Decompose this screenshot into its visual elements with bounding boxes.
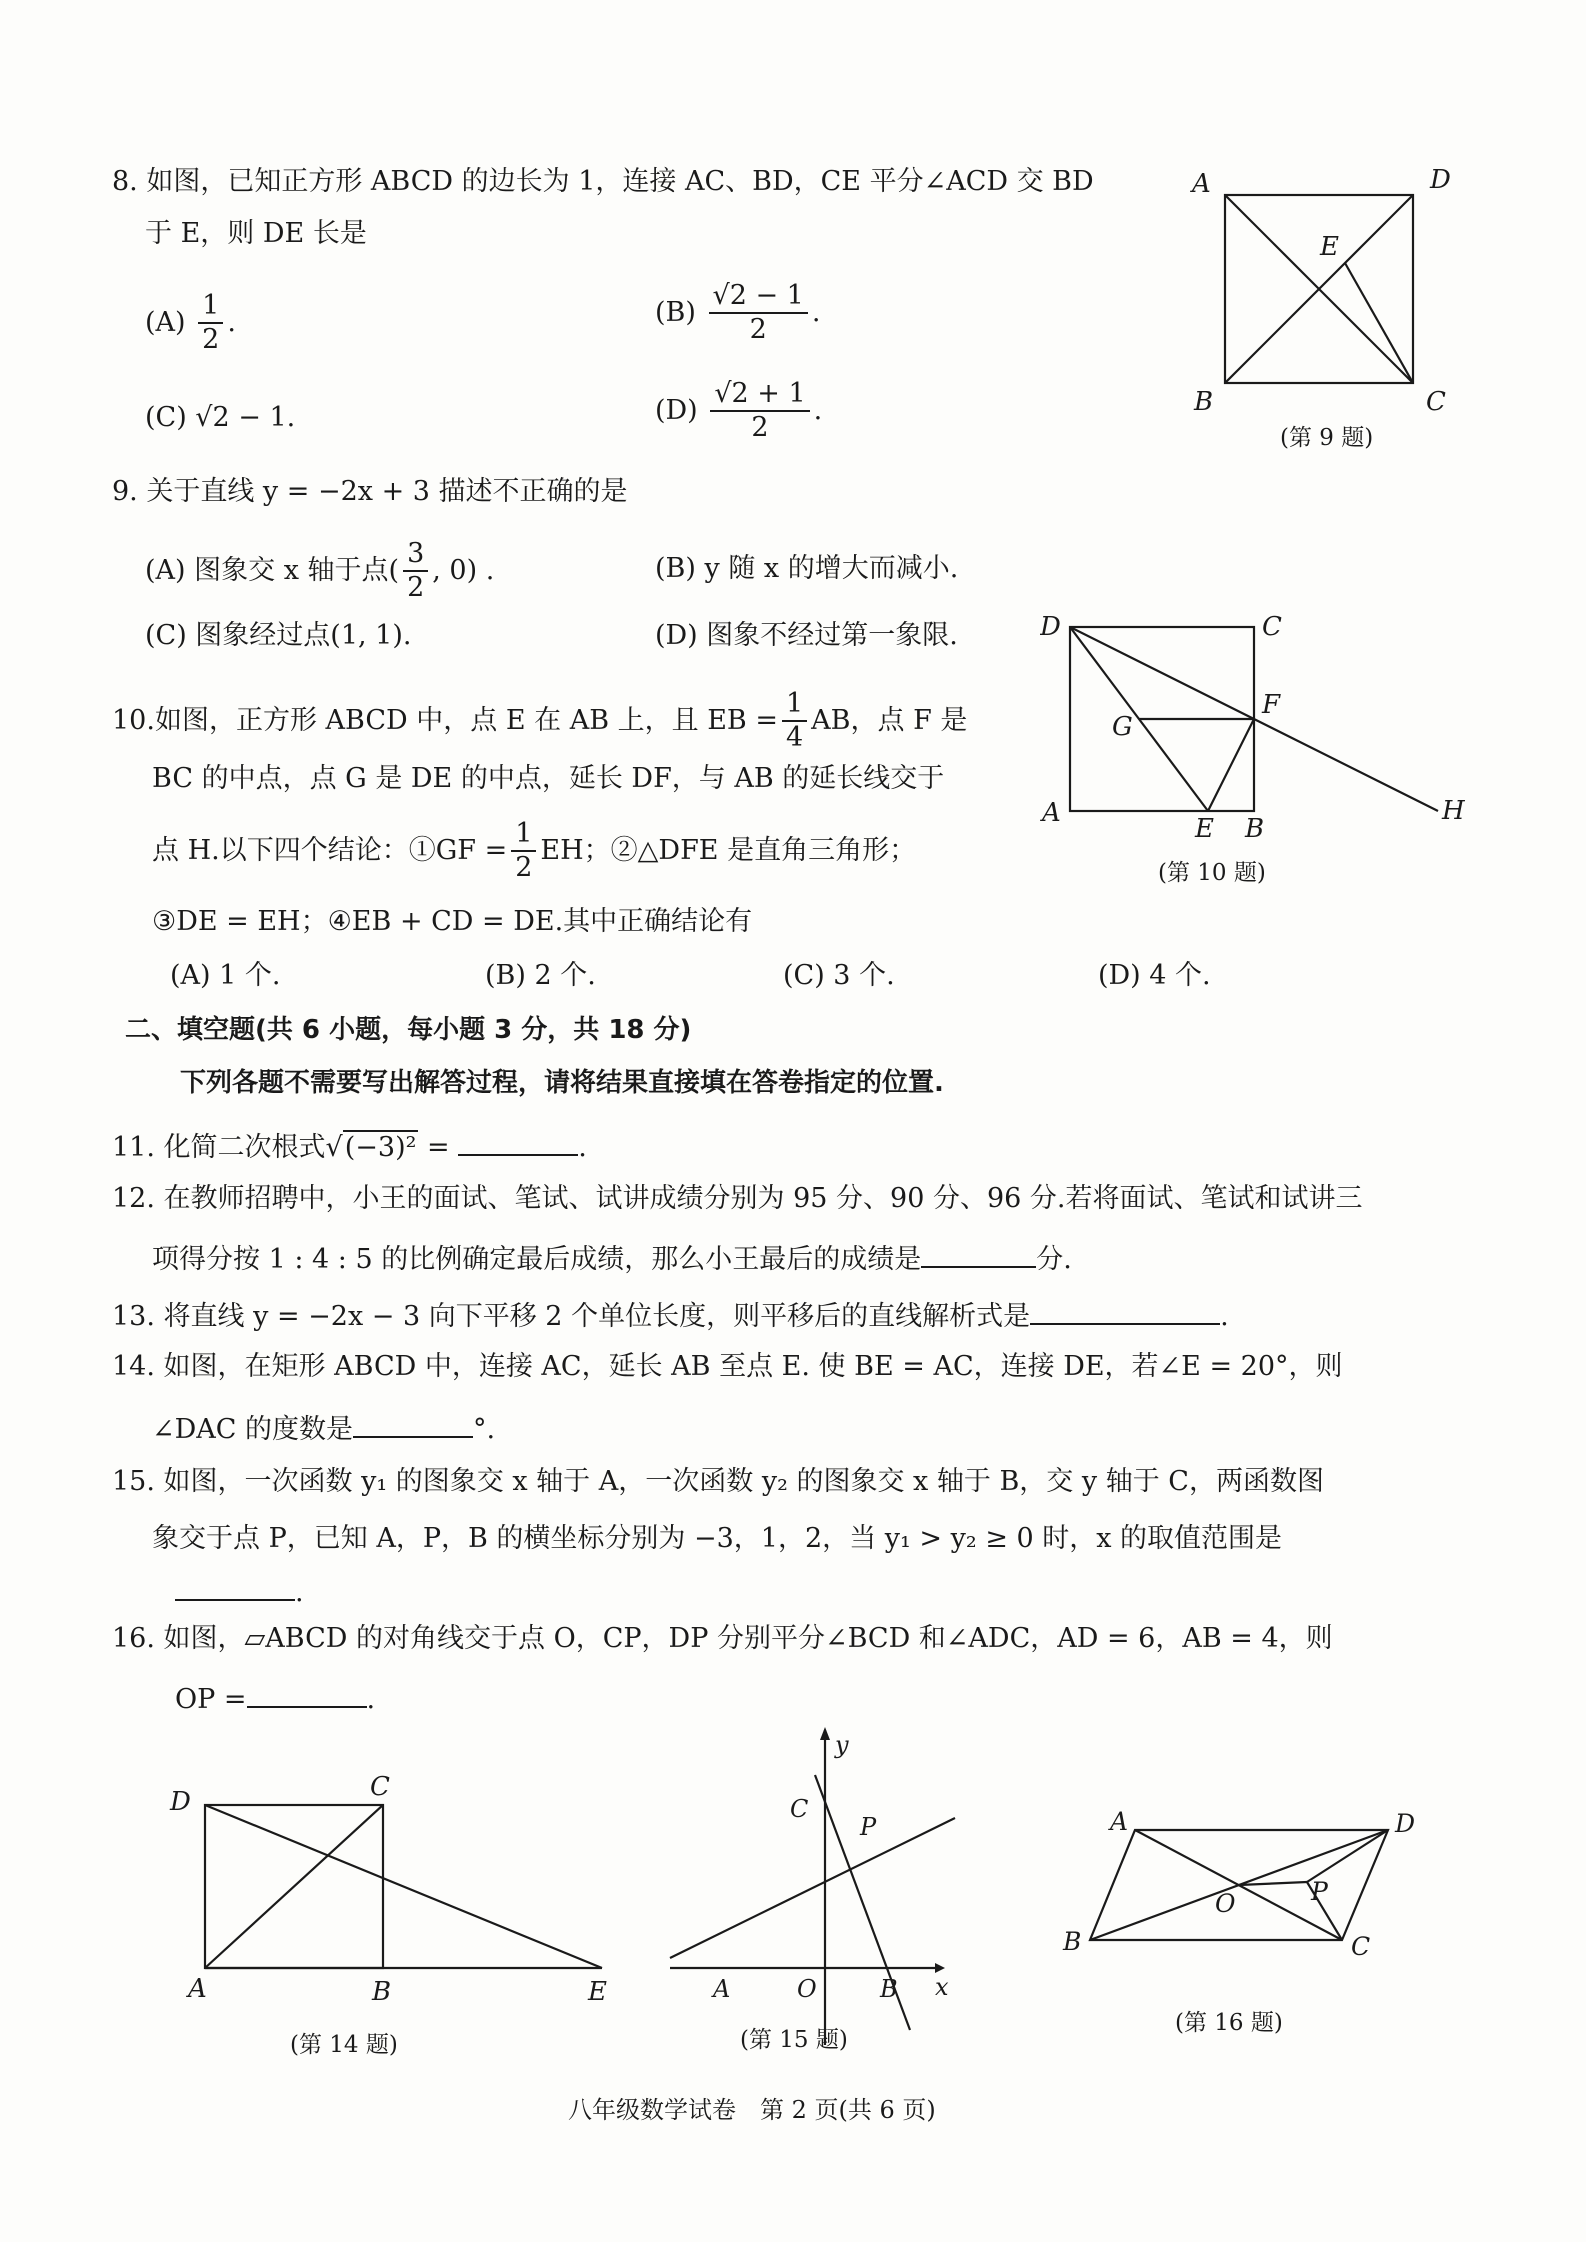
q9-a-den: 2 [407,572,425,604]
q10-line-1 [112,690,967,753]
q11-post: = [418,1132,450,1163]
q8-line-2: 于 E，则 DE 长是 [145,218,367,249]
q11-pre: 11. 化简二次根式 [112,1132,326,1163]
q14-line-2 [152,1410,495,1443]
q8-a-den: 2 [202,324,220,356]
q8-d-num: √2 + 1 [710,380,809,412]
q9-option-d: (D) 图象不经过第一象限. [655,620,958,651]
q10-option-d: (D) 4 个. [1098,960,1211,991]
fig14-label-d: D [170,1787,191,1817]
q11-radicand: (−3)² [344,1132,417,1163]
q15-answer-blank[interactable] [175,1573,295,1601]
figure-14 [160,1765,630,2060]
section-2-title: 二、填空题(共 6 小题，每小题 3 分，共 18 分) [125,1015,692,1045]
fig10-label-f: F [1262,690,1281,720]
q10-l3-post: EH；②△DFE 是直角三角形； [540,834,917,866]
fig10-label-c: C [1262,612,1282,642]
fig14-caption: (第 14 题) [290,2032,398,2058]
q13-pre: 13. 将直线 y = −2x − 3 向下平移 2 个单位长度，则平移后的直线解析式是 [112,1301,1031,1332]
fig15-label-a: A [713,1975,731,2003]
fig10-label-h: H [1442,796,1465,826]
q8-option-c: (C) √2 − 1. [145,402,296,433]
q13-answer-blank[interactable] [1030,1297,1220,1325]
q16-l2-pre: OP = [175,1684,247,1715]
q8-line-1: 8. 如图，已知正方形 ABCD 的边长为 1，连接 AC、BD，CE 平分∠ACD 交 BD [112,166,1094,197]
q15-line-3 [175,1573,304,1606]
q14-answer-blank[interactable] [353,1410,473,1438]
q9-option-a [145,540,494,603]
q8-d-prefix: (D) [655,394,698,426]
fig16-label-o: O [1215,1889,1236,1918]
q11-line [112,1128,587,1161]
q10-line-2: BC 的中点，点 G 是 DE 的中点，延长 DF，与 AB 的延长线交于 [152,763,945,794]
fig9-caption: (第 9 题) [1280,425,1374,451]
q8-b-num: √2 − 1 [709,282,808,314]
q10-l3-fraction [511,820,536,883]
q16-line-1: 16. 如图，▱ABCD 的对角线交于点 O，CP，DP 分别平分∠BCD 和∠ADC，AD = 6，AB = 4，则 [112,1623,1333,1654]
q13-post: . [1220,1301,1229,1332]
q8-option-d [655,380,822,443]
q8-option-b [655,282,820,345]
q12-answer-blank[interactable] [921,1240,1036,1268]
q8-a-prefix: (A) [145,306,186,338]
fig9-label-b: B [1194,387,1214,417]
fig16-label-d: D [1395,1809,1416,1838]
q10-l3-num: 1 [511,820,536,852]
fig15-label-c: C [790,1795,809,1823]
fig10-label-b: B [1245,814,1265,844]
q8-a-num: 1 [198,292,223,324]
q8-b-end: . [811,296,821,328]
fig10-caption: (第 10 题) [1158,860,1266,886]
q10-l1-fraction [782,690,807,753]
q15-line-2: 象交于点 P，已知 A，P，B 的横坐标分别为 −3，1，2，当 y₁ > y₂ ≥ 0 时，x 的取值范围是 [152,1523,1283,1554]
q8-b-prefix: (B) [655,296,696,328]
q13-line [112,1297,1229,1330]
q10-option-a: (A) 1 个. [170,960,281,991]
q9-a-num: 3 [403,540,428,572]
fig9-label-d: D [1430,165,1451,195]
section-2-instruction: 下列各题不需要写出解答过程，请将结果直接填在答卷指定的位置. [180,1068,944,1098]
fig15-caption: (第 15 题) [740,2027,848,2053]
fig16-label-a: A [1110,1807,1129,1836]
q8-option-a [145,292,236,355]
fig9-label-a: A [1192,169,1211,199]
fig10-label-e: E [1195,814,1214,844]
q8-a-fraction [198,292,223,355]
fig10-label-d: D [1040,612,1061,642]
q10-l1-den: 4 [785,722,804,754]
fig16-caption: (第 16 题) [1175,2010,1283,2036]
q9-a-fraction [403,540,428,603]
q15-line-1: 15. 如图，一次函数 y₁ 的图象交 x 轴于 A，一次函数 y₂ 的图象交 x 轴于 B，交 y 轴于 C，两函数图 [112,1466,1324,1497]
figure-15 [655,1725,985,2055]
q12-l2-post: 分. [1036,1244,1072,1275]
q9-stem: 9. 关于直线 y = −2x + 3 描述不正确的是 [112,476,628,507]
q9-option-c: (C) 图象经过点(1, 1). [145,620,412,651]
q11-end: . [578,1132,587,1163]
fig16-label-c: C [1351,1932,1371,1961]
q8-b-fraction [709,282,808,345]
q16-line-2 [175,1680,375,1713]
q14-l2-post: °. [473,1414,496,1445]
q8-d-end: . [813,394,823,426]
fig10-label-a: A [1042,798,1061,828]
fig16-label-b: B [1063,1927,1082,1956]
q11-answer-blank[interactable] [458,1128,578,1156]
fig9-label-e: E [1320,232,1339,262]
q10-l1-pre: 10.如图，正方形 ABCD 中，点 E 在 AB 上，且 EB = [112,704,778,736]
fig14-label-e: E [588,1977,607,2007]
q8-d-fraction [710,380,809,443]
fig15-label-o: O [797,1975,817,2003]
fig14-label-c: C [370,1772,390,1802]
fig15-label-y: y [835,1731,849,1759]
fig14-label-a: A [188,1974,207,2004]
figure-10 [1040,605,1480,895]
q9-a-post: , 0) . [432,554,495,586]
q8-d-den: 2 [751,412,769,444]
q10-line-4: ③DE = EH；④EB + CD = DE.其中正确结论有 [152,906,753,937]
q10-l3-pre: 点 H.以下四个结论：①GF = [152,834,508,866]
fig15-label-b: B [880,1975,898,2003]
fig10-label-g: G [1112,712,1133,742]
figure-16 [1055,1800,1445,2050]
q10-option-c: (C) 3 个. [783,960,895,991]
q10-line-3 [152,820,916,883]
q10-l3-den: 2 [515,852,533,884]
q10-l1-num: 1 [782,690,807,722]
q12-l2-pre: 项得分按 1 : 4 : 5 的比例确定最后成绩，那么小王最后的成绩是 [152,1244,922,1275]
q16-answer-blank[interactable] [247,1680,367,1708]
q11-root-sign: √ [325,1132,343,1163]
page-footer: 八年级数学试卷 第 2 页(共 6 页) [568,2096,936,2124]
q16-l2-post: . [366,1684,376,1715]
figure-9 [1180,150,1470,460]
fig14-label-b: B [372,1977,392,2007]
q14-l2-pre: ∠DAC 的度数是 [152,1414,354,1445]
q10-l1-post: AB，点 F 是 [811,704,968,736]
q8-a-end: . [227,306,236,338]
fig9-label-c: C [1426,387,1446,417]
q15-l3-post: . [295,1577,304,1608]
q12-line-1: 12. 在教师招聘中，小王的面试、笔试、试讲成绩分别为 95 分、90 分、96 分.若将面试、笔试和试讲三 [112,1183,1363,1214]
q8-b-den: 2 [749,314,767,346]
q9-option-b: (B) y 随 x 的增大而减小. [655,553,959,584]
q12-line-2 [152,1240,1072,1273]
q14-line-1: 14. 如图，在矩形 ABCD 中，连接 AC，延长 AB 至点 E. 使 BE = AC，连接 DE，若∠E = 20°，则 [112,1351,1343,1382]
q10-option-b: (B) 2 个. [485,960,596,991]
fig16-label-p: P [1311,1877,1328,1906]
q9-a-pre: (A) 图象交 x 轴于点( [145,554,400,586]
fig15-label-x: x [935,1973,949,2001]
fig15-label-p: P [860,1813,877,1841]
